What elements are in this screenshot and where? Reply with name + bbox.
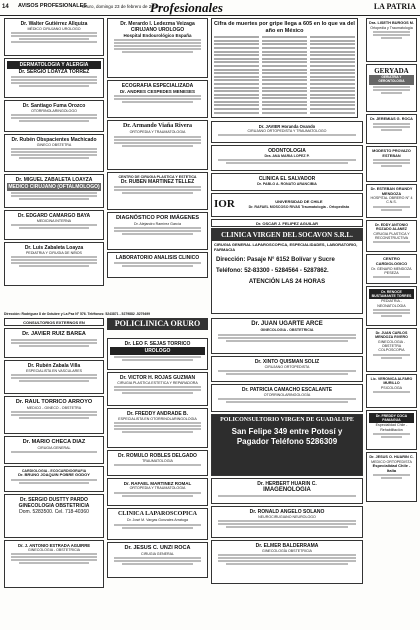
- ad-card: [211, 193, 363, 217]
- ad-specialty: Ortopedia y Traumatología: [370, 25, 413, 30]
- ad-title: Dr. MARIO CHECA DIAZ: [22, 439, 86, 445]
- policlinica-address: Dirección: Rodríguez 8 de Octubre y La Paz N° 576. Teléfonos: 5243871 - 5279882 -5279499: [4, 312, 151, 316]
- ad-title: Dr. ROMULO ROBLES DELGADO: [118, 453, 197, 459]
- clinic-hours: ATENCIÓN LAS 24 HORAS: [248, 279, 326, 286]
- ad-card: [366, 64, 417, 112]
- column-1: [4, 18, 104, 288]
- ad-note: COLPOSCOPIA: [378, 348, 405, 353]
- issue-date: Oruro, domingo 23 de febrero de 2014: [82, 4, 159, 9]
- ad-title: Dr. SERGIO LOAYZA TORREZ: [18, 69, 90, 75]
- hospital-name: Hospital Endourológico España: [123, 33, 192, 38]
- ad-title: Dr. JESUS O. HUARIN C.: [369, 455, 414, 459]
- ad-specialty: HOSPITAL OBRERO N° 4 C.N.S.: [370, 196, 413, 205]
- clinic-services: CIRUGIA GENERAL LAPAROSCOPICA, ESPECIALIDADES, LABORATORIO, FARMACIA: [214, 242, 358, 253]
- ad-title: CLINICA LAPAROSCOPICA: [117, 511, 198, 517]
- ad-card: [4, 540, 104, 588]
- ad-card: [107, 18, 208, 78]
- ad-card: [366, 146, 417, 182]
- ad-card: [107, 450, 208, 476]
- ad-specialty: CIRUJANO UROLOGO: [130, 27, 185, 33]
- ad-title: Dr. BRUNO JOAQUIN POBRE GODOY: [18, 472, 90, 478]
- page-number: 14: [2, 4, 9, 10]
- ad-specialty: Dr. José M. Vargas Gonzales Arratuga: [126, 518, 189, 523]
- ad-title: Dr. VICTOR H. ROJAS GUZMAN: [119, 375, 196, 381]
- ad-card: [366, 374, 417, 408]
- ad-card: [366, 254, 417, 284]
- ad-card: [211, 506, 363, 538]
- ad-title: Dr. Armando Viaña Rivera: [122, 123, 193, 129]
- ior-logo: IOR: [214, 198, 235, 211]
- ad-card: [211, 478, 363, 504]
- ad-specialty: CARDIOLOGIA - ECOCARDIOGRAFIA: [21, 469, 87, 473]
- ad-title: Dr. RAFAEL MOSCOSO RIVAS Traumatología - Ortopedista: [248, 205, 350, 210]
- ad-title: LABORATORIO ANALISIS CLINICO: [115, 255, 200, 261]
- ad-card: [107, 372, 208, 406]
- ad-specialty: CIRUJANO ORTOPEDISTA Y TRAUMATOLOGO: [247, 129, 327, 134]
- ad-card: [211, 121, 363, 143]
- ad-title: Lic. VERONICA ALFARO MURILLO: [370, 377, 413, 386]
- column-2-lower: [107, 338, 208, 580]
- ad-card: [366, 220, 417, 252]
- ad-title: Dra. LISETH BURGOS M.: [369, 21, 414, 25]
- ad-specialty: ESPECIALISTA EN OTORRINOLARINGOLOGIA: [118, 417, 197, 421]
- column-4: [366, 18, 417, 504]
- ad-card: [107, 212, 208, 250]
- ad-title: Dr. LEO F. SEJAS TORRICO: [124, 341, 191, 347]
- ad-card: [4, 242, 104, 286]
- ad-band: CENTRO DE CIRUGIA PLASTICA Y ESTETICA: [118, 175, 197, 179]
- article-headline: Cifra de muertes por gripe llega a 605 en lo que va del año en México: [214, 21, 355, 34]
- ad-specialty: ORTOPEDIA Y TRAUMATOLOGIA: [129, 486, 186, 491]
- ad-card: [4, 360, 104, 394]
- ad-band: DERMATOLOGIA Y ALERGIA: [7, 61, 101, 69]
- ad-specialty: CIRUJANO ORTOPEDISTA: [264, 365, 310, 369]
- ad-specialty: TRAUMATOLOGIA: [142, 459, 173, 463]
- ad-card: [366, 328, 417, 372]
- page-title: Profesionales: [150, 0, 223, 15]
- ad-card: [107, 120, 208, 170]
- ad-specialty: GINECOLOGIA - OBSTETRICIA: [27, 548, 81, 553]
- ad-card: [107, 252, 208, 278]
- ad-band: CONSULTORIOS EXTERNOS EN: [23, 320, 85, 325]
- ad-card: [4, 174, 104, 208]
- news-article: [211, 18, 358, 118]
- ad-title: Dr. JAVIER RUIZ BAREA: [22, 331, 86, 337]
- ad-card: [4, 328, 104, 358]
- ad-card: [107, 338, 208, 370]
- ad-card: [211, 219, 363, 227]
- newspaper-name: LA PATRIA: [373, 2, 416, 11]
- ad-address: San Felipe 349 entre Potosí y Pagador Teléfono 5286309: [231, 427, 343, 446]
- column-1-lower: [4, 318, 104, 590]
- ad-band: MEDICO CIRUJANO (OFTALMOLOGO): [8, 184, 100, 190]
- ad-band: DIAGNÓSTICO POR IMÁGENES: [115, 215, 200, 221]
- ad-title: Dr. RAUL TORRICO ARROYO: [15, 399, 93, 405]
- ad-subtitle: Dra. ANA MARIA LOPEZ P.: [264, 154, 310, 158]
- ad-note: Especialidad Chile - Italia: [372, 462, 411, 473]
- ad-specialty: MÉDICO CIRUJANO UROLOGO: [27, 27, 81, 31]
- ad-card: [211, 173, 363, 191]
- ad-title: Dr. Merardo I. Ledezma Veizaga: [120, 21, 195, 27]
- ad-title: Dr. RUBEN MARTINEZ TELLEZ: [120, 179, 195, 186]
- ad-card: [107, 172, 208, 210]
- column-3: [211, 121, 363, 229]
- ad-title: Dr. EDDY ANTONIO ROZADO ALANEZ: [374, 223, 409, 232]
- ad-title: Dr. PABLO A. RONATO ARANCIBIA: [257, 182, 317, 186]
- clinic-name: CLINICA VIRGEN DEL SOCAVON S.R.L.: [212, 229, 362, 241]
- ad-title: Dr. JUAN UGARTE ARCE: [251, 321, 323, 327]
- ad-card: [4, 494, 104, 538]
- ad-band: ECOGRAFIA ESPECIALIZADA: [121, 83, 194, 89]
- ad-title: Dr. RENOCE BUSTAMANTE TORRES: [369, 289, 414, 299]
- ad-title: Dr. FREDDY ANDRADE B.: [126, 411, 189, 417]
- ad-card: [4, 58, 104, 98]
- ad-specialty: IMAGENOLOGIA: [263, 487, 311, 493]
- ad-specialty: GINECOLOGIA - OBSTETRA: [377, 339, 406, 348]
- ad-specialty: GINECO OBSTETRA: [36, 143, 72, 147]
- ad-title: ODONTOLOGIA: [268, 148, 306, 154]
- ad-specialty: OTORRINOLARINGOLOGÍA: [263, 393, 311, 397]
- ad-title: Dr. JEREMIAS G. ROCA: [370, 117, 413, 121]
- ad-title: MODESTO PROVAZO ESTEBAN: [372, 149, 411, 158]
- policonsultorio-ad: [211, 414, 363, 476]
- column-3-lower: [211, 318, 363, 586]
- ad-card: [4, 134, 104, 172]
- ad-specialty: Dr. GENARO MENDOZA PESEZA: [371, 266, 412, 275]
- ad-specialty: Especialidad Chile - Rehabilitación: [375, 423, 408, 432]
- column-2: [107, 18, 208, 280]
- ad-card: [4, 466, 104, 492]
- ad-card: [4, 100, 104, 132]
- clinic-ad: [211, 228, 363, 314]
- ad-title: Dr. ANDRES CESPEDES MENESES: [119, 89, 196, 94]
- ad-title: Dr. RONALD ANGELO SOLANO: [249, 509, 325, 515]
- ad-title: Dr. JUAN CARLOS MENDOZA RIVERO: [375, 331, 408, 340]
- ad-card: [211, 145, 363, 171]
- ad-title: Dr. MIGUEL ZABALETA LOAYZA: [15, 177, 93, 183]
- ad-card: [107, 80, 208, 118]
- ad-title: Dr. ESTEBAN GRANDY MENDOZA: [370, 187, 413, 196]
- ad-card: [4, 210, 104, 240]
- clinic-phone: Teléfono: 52-83300 - 5284564 - 5287862.: [216, 268, 329, 275]
- ad-specialty: OTORRINOLARINGOLOGO: [31, 109, 77, 113]
- ad-card: [366, 18, 417, 62]
- section-tab: AVISOS PROFESIONALES: [18, 3, 87, 9]
- ad-title: Dr. J. ANTONIO ESTRADA AGUIRRE: [17, 543, 91, 548]
- ad-specialty: PSICOLOGA: [380, 385, 403, 390]
- ad-band: CLINICA EL SALVADOR: [258, 176, 316, 182]
- page-header: [0, 0, 420, 16]
- clinic-address: Dirección: Pasaje N° 6152 Bolívar y Sucre: [216, 256, 335, 263]
- ad-card: [366, 286, 417, 326]
- ad-title: Dr. Walter Gutiérrez Allquiza: [20, 21, 88, 27]
- ad-title: Dr. Rubén Zabala Villa: [27, 363, 81, 369]
- ad-card: [107, 478, 208, 506]
- ad-card: [366, 184, 417, 218]
- ad-card: [366, 452, 417, 502]
- ad-title: POLICONSULTORIO VIRGEN DE GUADALUPE: [220, 417, 354, 423]
- ad-specialty: UROLOGO: [110, 347, 205, 355]
- ad-phone: Dom. 5283500. Cel. 718-40360: [19, 509, 89, 515]
- ad-specialty: MEDICO ORTOPEDISTA: [371, 459, 412, 464]
- ad-card: [211, 318, 363, 354]
- ad-specialty: GERIATRIA Y GERONTOLOGIA: [369, 75, 414, 85]
- ad-specialty: NEUROCIRUGIANO NEUROLOGO: [258, 515, 316, 519]
- ad-title: Dr. Luis Zabaleta Loayza: [24, 245, 84, 251]
- ad-title: Dr. RAFAEL MARTINEZ ROMAL: [123, 481, 192, 486]
- ad-card: [366, 114, 417, 144]
- ad-title: Dr. OSCAR J. FELIPEZ AGUILAR: [255, 221, 319, 226]
- ad-band: UNIVERSIDAD DE CHILE: [275, 199, 323, 205]
- ad-title: Dr. Rubén Obspacientes Machicado: [11, 137, 97, 143]
- ad-title: Dr. JAVIER Horanda Ovando: [258, 124, 316, 129]
- ad-title: GERYADA: [374, 67, 409, 75]
- ad-specialty: GINECOLOGÍA OBSTETRICIA: [262, 549, 312, 553]
- ad-card: [211, 384, 363, 412]
- ad-specialty: ESPECIALISTA EN VASCULARES: [26, 369, 82, 373]
- ad-specialty: CIRUGIA PLASTICA Y RECONSTRUCTIVA: [373, 231, 410, 240]
- ad-card: [107, 508, 208, 540]
- ad-title: Dr. JESUS C. UNZI ROCA: [124, 545, 191, 551]
- ad-specialty: CIRUGIA GENERAL: [37, 445, 71, 450]
- ad-title: Dr. PATRICIA CAMACHO ESCALANTE: [241, 387, 333, 393]
- ad-card: [211, 356, 363, 382]
- ad-title: Dr. EDGARD CAMARGO BAYA: [17, 213, 91, 219]
- ad-card: [4, 436, 104, 464]
- ad-card: [107, 408, 208, 448]
- ad-specialty: PEDIATRIA Y CIRUGIA DE NIÑOS: [26, 251, 82, 255]
- ad-specialty: ORTOPEDIA Y TRAUMATOLOGIA: [129, 130, 186, 135]
- ad-title: CENTRO CARDIOLOGICO: [375, 256, 408, 266]
- ad-title: Dr. HERBERT HUARIN C.: [257, 481, 317, 487]
- ad-card: [366, 410, 417, 450]
- ad-specialty: CIRUGIA GENERAL: [141, 551, 174, 556]
- ad-title: Dr. FREDDY COCA PANIAGUA: [369, 413, 414, 423]
- ad-card: [4, 18, 104, 56]
- ad-title: Dr. Santiago Fuma Orozco: [22, 103, 86, 109]
- ad-specialty: GINECOLOGIA OBSTETRICIA: [18, 503, 90, 509]
- ad-specialty: MEDICINA INTERNA: [36, 219, 72, 223]
- ad-title: Dr. SERGIO DUSTTY PARDO: [20, 497, 88, 503]
- ad-specialty: PEDIATRIA - NEONATOLOGIA: [377, 299, 406, 308]
- ad-specialty: GINECOLOGIA - OBSTETRICIA: [260, 328, 314, 333]
- ad-card: [4, 318, 104, 326]
- policlinica-name: POLICLINICA ORURO: [107, 318, 208, 330]
- ad-card: [4, 396, 104, 434]
- policlinica-header: [107, 318, 208, 336]
- ad-card: [211, 540, 363, 584]
- ad-specialty: MEDICO - GINECO - OBSTETRA: [26, 405, 82, 410]
- ad-specialty: CIRUGIA PLASTICA ESTETICA Y REPARADORA: [117, 381, 198, 385]
- ad-title: Dr. ELMER BALDERRAMA: [255, 543, 319, 549]
- ad-card: [107, 542, 208, 578]
- ad-title: Dr. XINTO QUISMAN SOLIZ: [254, 359, 320, 365]
- ad-title: Dr. Alejandro Ramírez García: [134, 221, 181, 226]
